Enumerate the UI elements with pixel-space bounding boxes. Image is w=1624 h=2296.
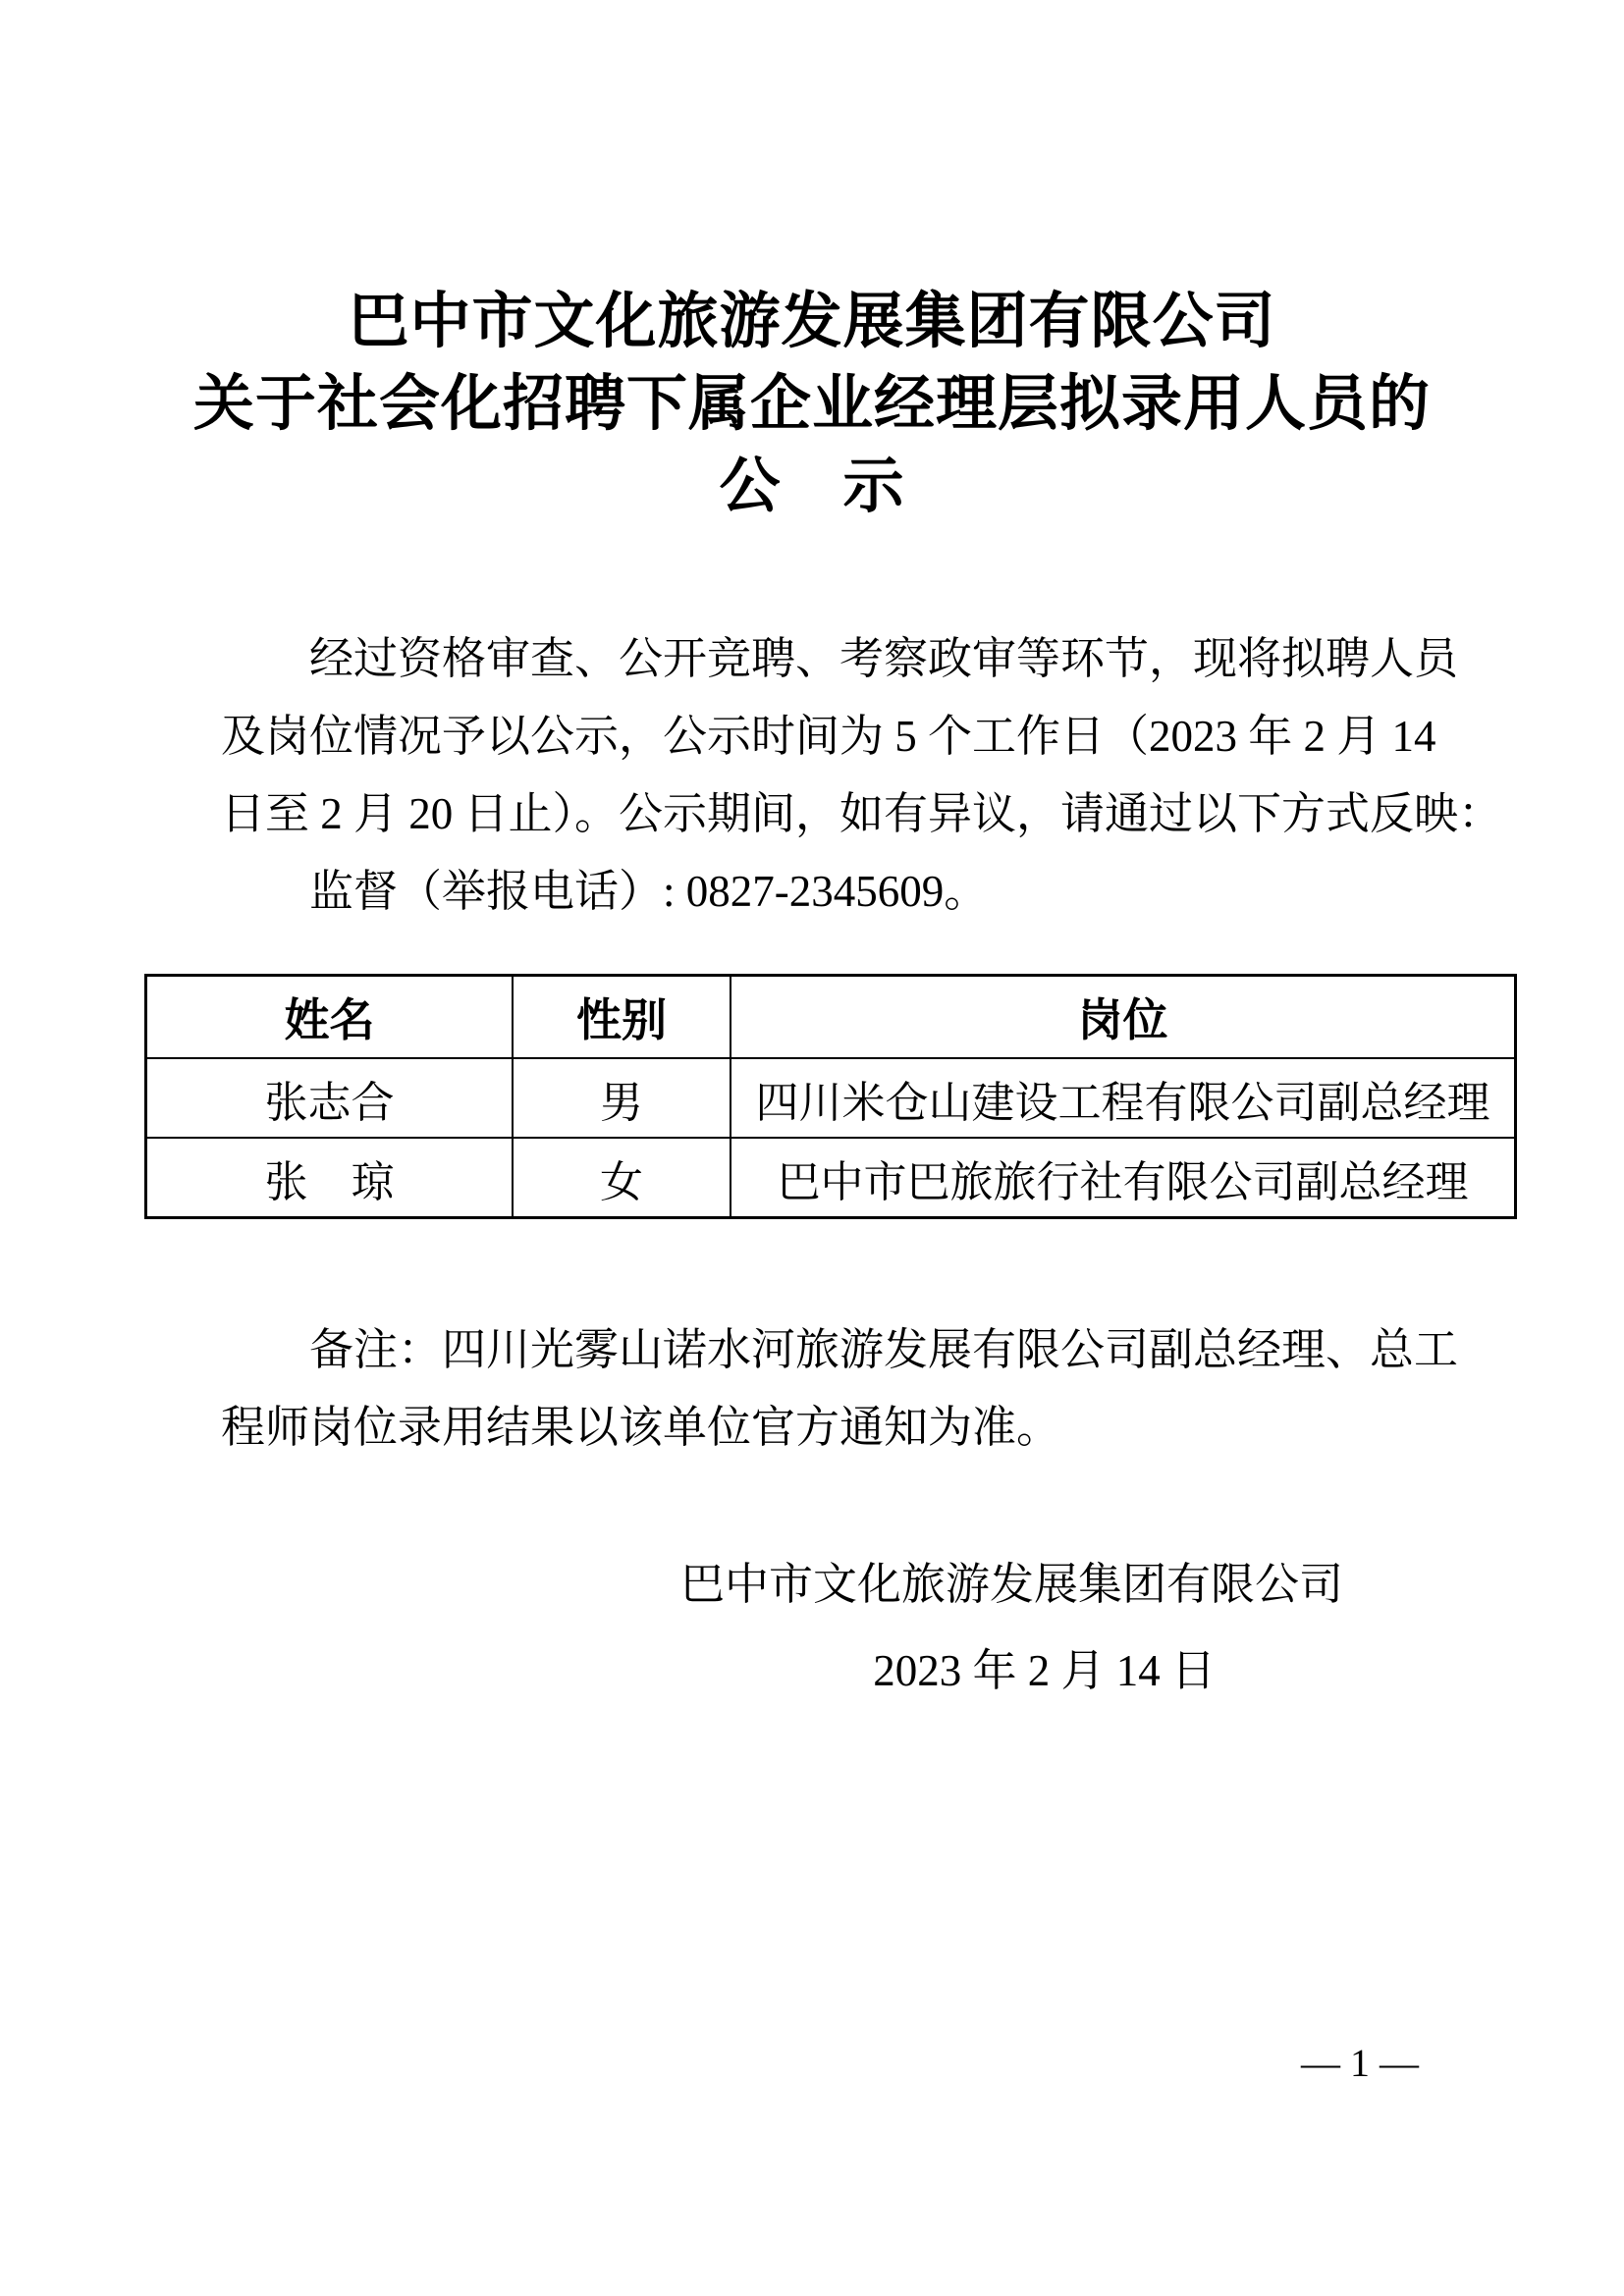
body-line: 监督（举报电话）: 0827-2345609。 (309, 867, 989, 916)
page-number: — 1 — (1301, 2041, 1419, 2085)
title-line-2: 关于社会化招聘下属企业经理层拟录用人员的 (192, 371, 1431, 438)
cell-gender: 男 (513, 1058, 731, 1138)
body-paragraph (221, 620, 1503, 931)
signature-block (221, 1541, 1427, 1714)
cell-position: 巴中市巴旅旅行社有限公司副总经理 (731, 1138, 1516, 1218)
signature-date: 2023 年 2 月 14 日 (873, 1646, 1216, 1695)
title-line-3: 公 示 (719, 454, 905, 520)
cell-gender: 女 (513, 1138, 731, 1218)
note-line: 备注：四川光雾山诺水河旅游发展有限公司副总经理、总工 (309, 1325, 1459, 1374)
header-gender: 性别 (513, 976, 731, 1059)
note-line: 程师岗位录用结果以该单位官方通知为准。 (221, 1403, 1061, 1452)
cell-name: 张志合 (146, 1058, 514, 1138)
body-line: 及岗位情况予以公示，公示时间为 5 个工作日（2023 年 2 月 14 (221, 712, 1436, 761)
table-row (146, 1138, 1516, 1218)
table-row (146, 1058, 1516, 1138)
body-line: 经过资格审查、公开竞聘、考察政审等环节，现将拟聘人员 (309, 634, 1459, 683)
title-line-1: 巴中市文化旅游发展集团有限公司 (348, 289, 1276, 355)
page-title (0, 281, 1624, 528)
header-position: 岗位 (731, 976, 1516, 1059)
note-paragraph (221, 1311, 1459, 1467)
body-line: 日至 2 月 20 日止）。公示期间，如有异议，请通过以下方式反映： (221, 789, 1503, 838)
hire-table (144, 974, 1517, 1219)
cell-name: 张 琼 (146, 1138, 514, 1218)
cell-position: 四川米仓山建设工程有限公司副总经理 (731, 1058, 1516, 1138)
signature-company: 巴中市文化旅游发展集团有限公司 (679, 1560, 1343, 1609)
table-header-row (146, 976, 1516, 1059)
header-name: 姓名 (146, 976, 514, 1059)
